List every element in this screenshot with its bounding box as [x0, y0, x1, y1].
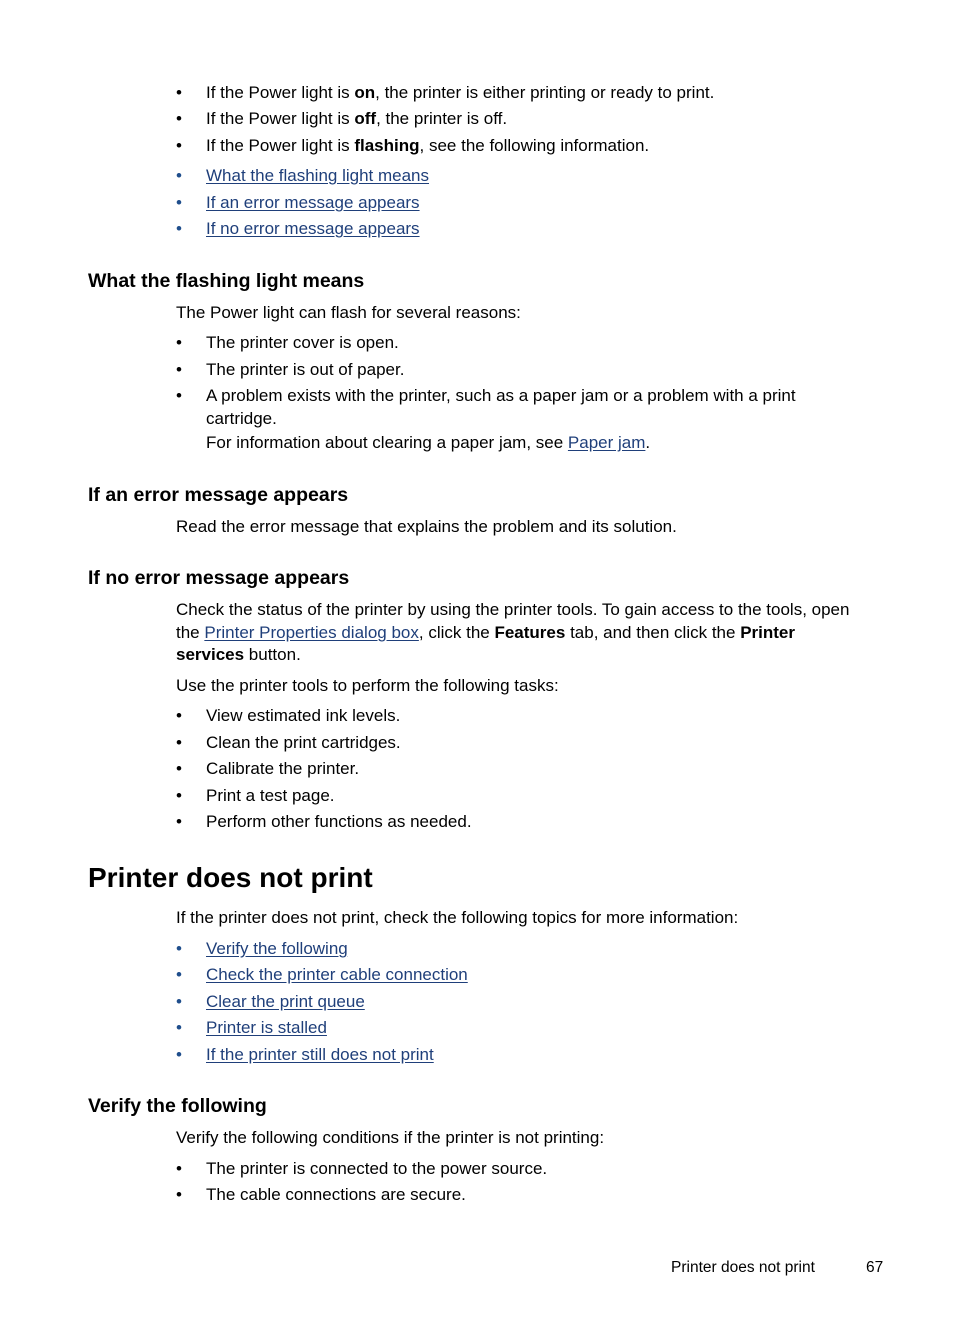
- link-printer-properties-dialog[interactable]: Printer Properties dialog box: [204, 623, 419, 642]
- heading-printer-does-not-print: Printer does not print: [88, 862, 373, 893]
- link-if-no-error-message-appears[interactable]: If no error message appears: [206, 219, 420, 238]
- link-check-printer-cable[interactable]: Check the printer cable connection: [206, 965, 468, 984]
- flashing-bullet-problem-line2: cartridge.: [206, 409, 277, 428]
- bullet-marker: •: [176, 360, 182, 379]
- footer-page-number: 67: [866, 1259, 884, 1276]
- flashing-bullet-problem-line1: A problem exists with the printer, such as a paper jam or a problem with a print: [206, 386, 796, 405]
- bullet-marker: •: [176, 219, 182, 238]
- status-bullet-on: If the Power light is on, the printer is either printing or ready to print.: [206, 83, 715, 102]
- task-item: View estimated ink levels.: [206, 706, 401, 725]
- bullet-marker: •: [176, 786, 182, 805]
- heading-verify-the-following: Verify the following: [88, 1095, 267, 1117]
- link-printer-still-does-not-print[interactable]: If the printer still does not print: [206, 1045, 434, 1064]
- task-item: Calibrate the printer.: [206, 759, 360, 778]
- verify-bullet-cables: The cable connections are secure.: [206, 1185, 466, 1204]
- link-clear-print-queue[interactable]: Clear the print queue: [206, 992, 365, 1011]
- footer-section-title: Printer does not print: [671, 1259, 815, 1276]
- link-printer-is-stalled[interactable]: Printer is stalled: [206, 1018, 327, 1037]
- not-print-intro: If the printer does not print, check the following topics for more information:: [176, 908, 739, 927]
- bullet-marker: •: [176, 733, 182, 752]
- verify-intro: Verify the following conditions if the printer is not printing:: [176, 1128, 605, 1147]
- bullet-marker: •: [176, 1159, 182, 1178]
- tasks-intro: Use the printer tools to perform the following tasks:: [176, 676, 559, 695]
- bullet-marker: •: [176, 109, 182, 128]
- no-error-line1: Check the status of the printer by using the printer tools. To gain access to the tools, open: [176, 600, 850, 619]
- heading-error-message-appears: If an error message appears: [88, 484, 349, 506]
- no-error-line3: services button.: [176, 645, 301, 664]
- bullet-marker: •: [176, 166, 182, 185]
- bullet-marker: •: [176, 386, 182, 405]
- flashing-bullet-out-of-paper: The printer is out of paper.: [206, 360, 405, 379]
- bullet-marker: •: [176, 136, 182, 155]
- link-if-error-message-appears[interactable]: If an error message appears: [206, 193, 420, 212]
- task-item: Perform other functions as needed.: [206, 812, 472, 831]
- status-bullet-flashing: If the Power light is flashing, see the following information.: [206, 136, 650, 155]
- bullet-marker: •: [176, 759, 182, 778]
- verify-bullet-power: The printer is connected to the power source.: [206, 1159, 548, 1178]
- heading-no-error-message: If no error message appears: [88, 567, 350, 589]
- bullet-marker: •: [176, 1185, 182, 1204]
- flashing-bullet-cover-open: The printer cover is open.: [206, 333, 399, 352]
- bullet-marker: •: [176, 965, 182, 984]
- task-item: Print a test page.: [206, 786, 335, 805]
- no-error-line2: the Printer Properties dialog box, click the Features tab, and then click the Printer: [176, 623, 795, 642]
- link-paper-jam[interactable]: Paper jam: [567, 433, 646, 452]
- bullet-marker: •: [176, 812, 182, 831]
- paper-jam-reference: For information about clearing a paper jam, see Paper jam.: [206, 433, 651, 452]
- bullet-marker: •: [176, 939, 182, 958]
- bullet-marker: •: [176, 83, 182, 102]
- link-verify-the-following[interactable]: Verify the following: [206, 939, 348, 958]
- bullet-marker: •: [176, 706, 182, 725]
- bullet-marker: •: [176, 1045, 182, 1064]
- task-item: Clean the print cartridges.: [206, 733, 401, 752]
- bullet-marker: •: [176, 333, 182, 352]
- status-bullet-off: If the Power light is off, the printer is off.: [206, 109, 508, 128]
- bullet-marker: •: [176, 992, 182, 1011]
- heading-flashing-light: What the flashing light means: [88, 270, 365, 292]
- link-what-flashing-light-means[interactable]: What the flashing light means: [206, 166, 430, 185]
- error-message-text: Read the error message that explains the problem and its solution.: [176, 517, 677, 536]
- flashing-intro: The Power light can flash for several reasons:: [176, 303, 521, 322]
- bullet-marker: •: [176, 1018, 182, 1037]
- bullet-marker: •: [176, 193, 182, 212]
